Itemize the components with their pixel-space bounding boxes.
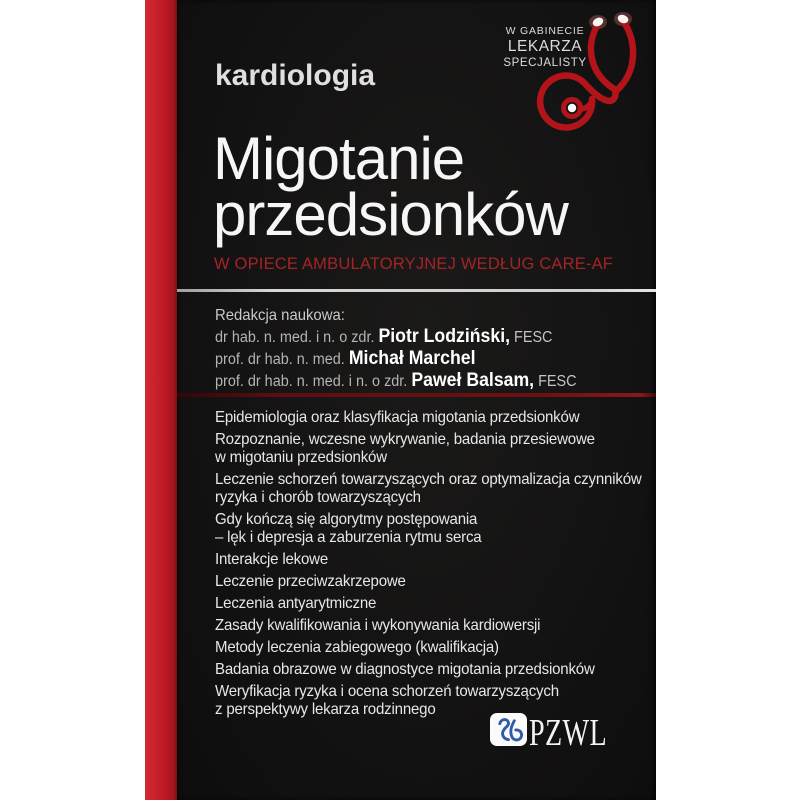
topic-line: Metody leczenia zabiegowego (kwalifikacja) xyxy=(215,639,499,656)
topic-item xyxy=(215,511,642,547)
editor-row xyxy=(215,348,577,370)
title-line1: Migotanie xyxy=(213,125,465,192)
topic-line: Badania obrazowe w diagnostyce migotania przedsionków xyxy=(215,661,595,678)
topic-line: Rozpoznanie, wczesne wykrywanie, badania przesiewowe xyxy=(215,431,595,448)
book-subtitle: W OPIECE AMBULATORYJNEJ WEDŁUG CARE-AF xyxy=(214,255,614,273)
pzwl-snake-icon xyxy=(492,715,525,744)
series-badge-line3: SPECJALISTY xyxy=(503,57,587,69)
topic-item xyxy=(215,617,642,635)
publisher-name: PZWL xyxy=(529,712,608,754)
editor-row xyxy=(215,326,577,348)
book-cover xyxy=(145,0,656,800)
topic-line: Leczenia antyarytmiczne xyxy=(215,595,377,612)
topic-line: z perspektywy lekarza rodzinnego xyxy=(215,701,436,718)
editor-degrees: prof. dr hab. n. med. xyxy=(215,351,349,368)
topic-line: w migotaniu przedsionków xyxy=(215,449,387,466)
topic-line: Epidemiologia oraz klasyfikacja migotania przedsionków xyxy=(215,409,580,426)
pzwl-logo-mark xyxy=(490,713,527,746)
stethoscope-icon xyxy=(530,2,656,147)
topic-item xyxy=(215,661,642,679)
topic-line: Weryfikacja ryzyka i ocena schorzeń towarzyszących xyxy=(215,683,559,700)
series-badge-line2: LEKARZA xyxy=(507,38,583,55)
topic-line: Interakcje lekowe xyxy=(215,551,329,568)
topic-item xyxy=(215,409,642,427)
topic-item xyxy=(215,471,642,507)
editor-degrees: prof. dr hab. n. med. i n. o zdr. xyxy=(215,373,412,390)
book-title xyxy=(213,125,568,248)
topic-line: – lęk i depresja a zaburzenia rytmu serca xyxy=(215,529,482,546)
topic-line: Leczenie schorzeń towarzyszących oraz optymalizacja czynników xyxy=(215,471,642,488)
book-spine xyxy=(145,0,177,800)
topic-line: Leczenie przeciwzakrzepowe xyxy=(215,573,406,590)
editors-block xyxy=(215,305,577,392)
topic-item xyxy=(215,431,642,467)
editor-name: Piotr Lodziński, xyxy=(378,326,511,347)
topic-line: Zasady kwalifikowania i wykonywania kardiowersji xyxy=(215,617,541,634)
editor-title-suffix: FESC xyxy=(534,373,577,390)
topic-line: Gdy kończą się algorytmy postępowania xyxy=(215,511,478,528)
title-line2: przedsionków xyxy=(213,181,568,248)
category-label: kardiologia xyxy=(215,59,376,92)
divider-red xyxy=(177,393,656,397)
cover-front xyxy=(177,0,656,800)
topic-item xyxy=(215,639,642,657)
editor-title-suffix: FESC xyxy=(510,329,553,346)
topic-line: ryzyka i chorób towarzyszących xyxy=(215,489,421,506)
editor-row xyxy=(215,370,577,392)
topic-item xyxy=(215,551,642,569)
series-badge-line1: W GABINECIE xyxy=(505,25,585,37)
divider-light xyxy=(177,289,656,292)
topic-item xyxy=(215,595,642,613)
topics-list xyxy=(215,409,642,723)
editor-name: Paweł Balsam, xyxy=(411,370,535,391)
editor-degrees: dr hab. n. med. i n. o zdr. xyxy=(215,329,379,346)
editor-name: Michał Marchel xyxy=(348,348,476,369)
editors-heading: Redakcja naukowa: xyxy=(215,307,345,324)
topic-item xyxy=(215,573,642,591)
